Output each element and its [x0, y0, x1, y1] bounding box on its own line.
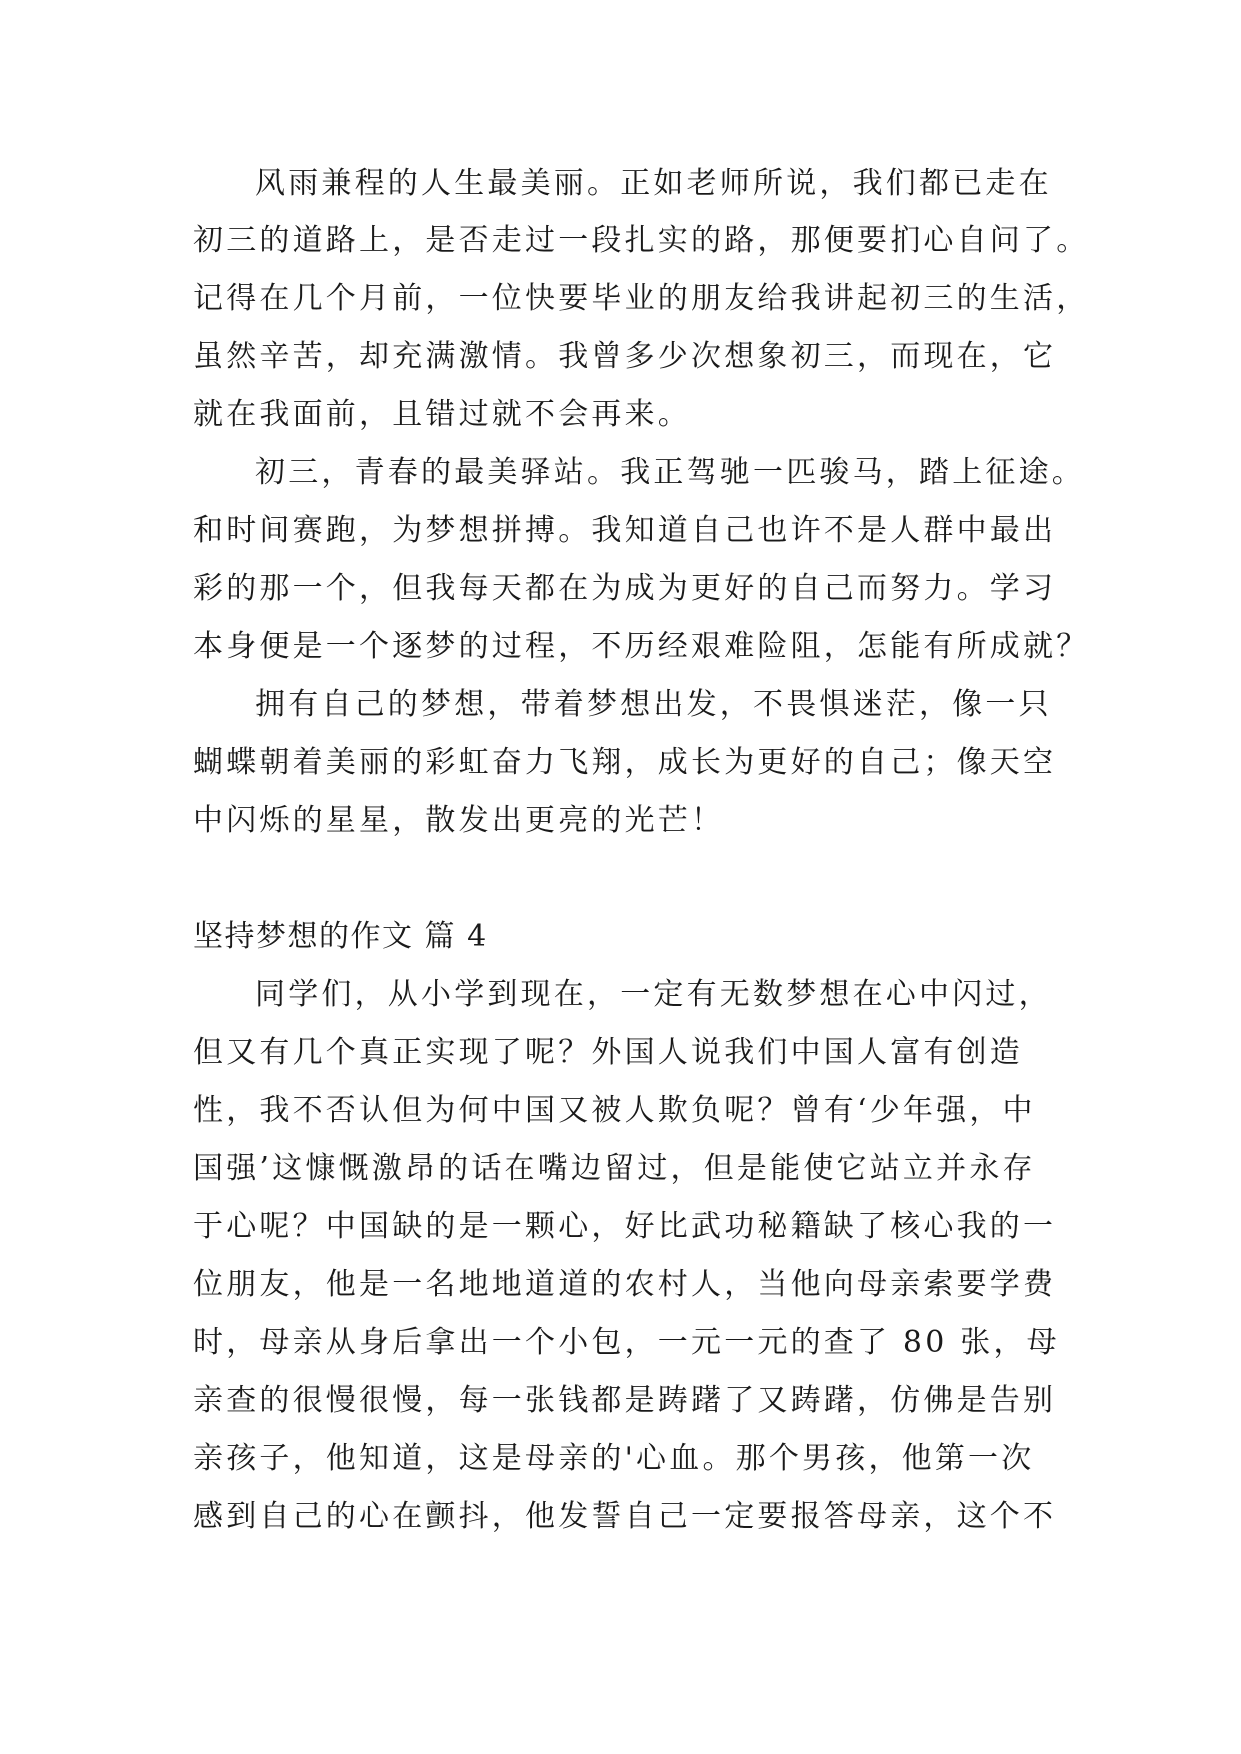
paragraph-2-line-1: 初三，青春的最美驿站。我正驾驰一匹骏马，踏上征途。: [255, 455, 1085, 490]
paragraph-1-line-4: 虽然辛苦，却充满激情。我曾多少次想象初三，而现在，它: [193, 339, 1057, 374]
paragraph-3-line-1: 拥有自己的梦想，带着梦想出发，不畏惧迷茫，像一只: [255, 687, 1052, 722]
section-heading: 坚持梦想的作文 篇 4: [193, 919, 488, 954]
section-paragraph-line-5: 于心呢？中国缺的是一颗心，好比武功秘籍缺了核心我的一: [193, 1209, 1057, 1244]
section-paragraph-line-7: 时，母亲从身后拿出一个小包，一元一元的查了 80 张，母: [193, 1325, 1060, 1360]
section-paragraph-line-4: 国强’这慷慨激昂的话在嘴边留过，但是能使它站立并永存: [193, 1151, 1036, 1186]
paragraph-2-line-4: 本身便是一个逐梦的过程，不历经艰难险阻，怎能有所成就？: [193, 629, 1090, 664]
paragraph-1-line-2: 初三的道路上，是否走过一段扎实的路，那便要扪心自问了。: [193, 223, 1090, 258]
section-paragraph-line-8: 亲查的很慢很慢，每一张钱都是踌躇了又踌躇，仿佛是告别: [193, 1383, 1057, 1418]
section-paragraph-line-10: 感到自己的心在颤抖，他发誓自己一定要报答母亲，这个不: [193, 1499, 1057, 1534]
section-paragraph-line-3: 性，我不否认但为何中国又被人欺负呢？曾有‘少年强，中: [193, 1093, 1036, 1128]
section-paragraph-line-9: 亲孩子，他知道，这是母亲的'心血。那个男孩，他第一次: [193, 1441, 1035, 1476]
paragraph-2-line-3: 彩的那一个，但我每天都在为成为更好的自己而努力。学习: [193, 571, 1057, 606]
paragraph-1-line-5: 就在我面前，且错过就不会再来。: [193, 397, 691, 432]
paragraph-3-line-2: 蝴蝶朝着美丽的彩虹奋力飞翔，成长为更好的自己；像天空: [193, 745, 1057, 780]
section-paragraph-line-2: 但又有几个真正实现了呢？外国人说我们中国人富有创造: [193, 1035, 1023, 1070]
section-paragraph-line-1: 同学们，从小学到现在，一定有无数梦想在心中闪过，: [255, 977, 1052, 1012]
paragraph-2-line-2: 和时间赛跑，为梦想拼搏。我知道自己也许不是人群中最出: [193, 513, 1057, 548]
paragraph-1-line-1: 风雨兼程的人生最美丽。正如老师所说，我们都已走在: [255, 166, 1052, 201]
section-paragraph-line-6: 位朋友，他是一名地地道道的农村人，当他向母亲索要学费: [193, 1267, 1057, 1302]
paragraph-1-line-3: 记得在几个月前，一位快要毕业的朋友给我讲起初三的生活，: [193, 281, 1090, 316]
paragraph-3-line-3: 中闪烁的星星，散发出更亮的光芒！: [193, 803, 725, 838]
